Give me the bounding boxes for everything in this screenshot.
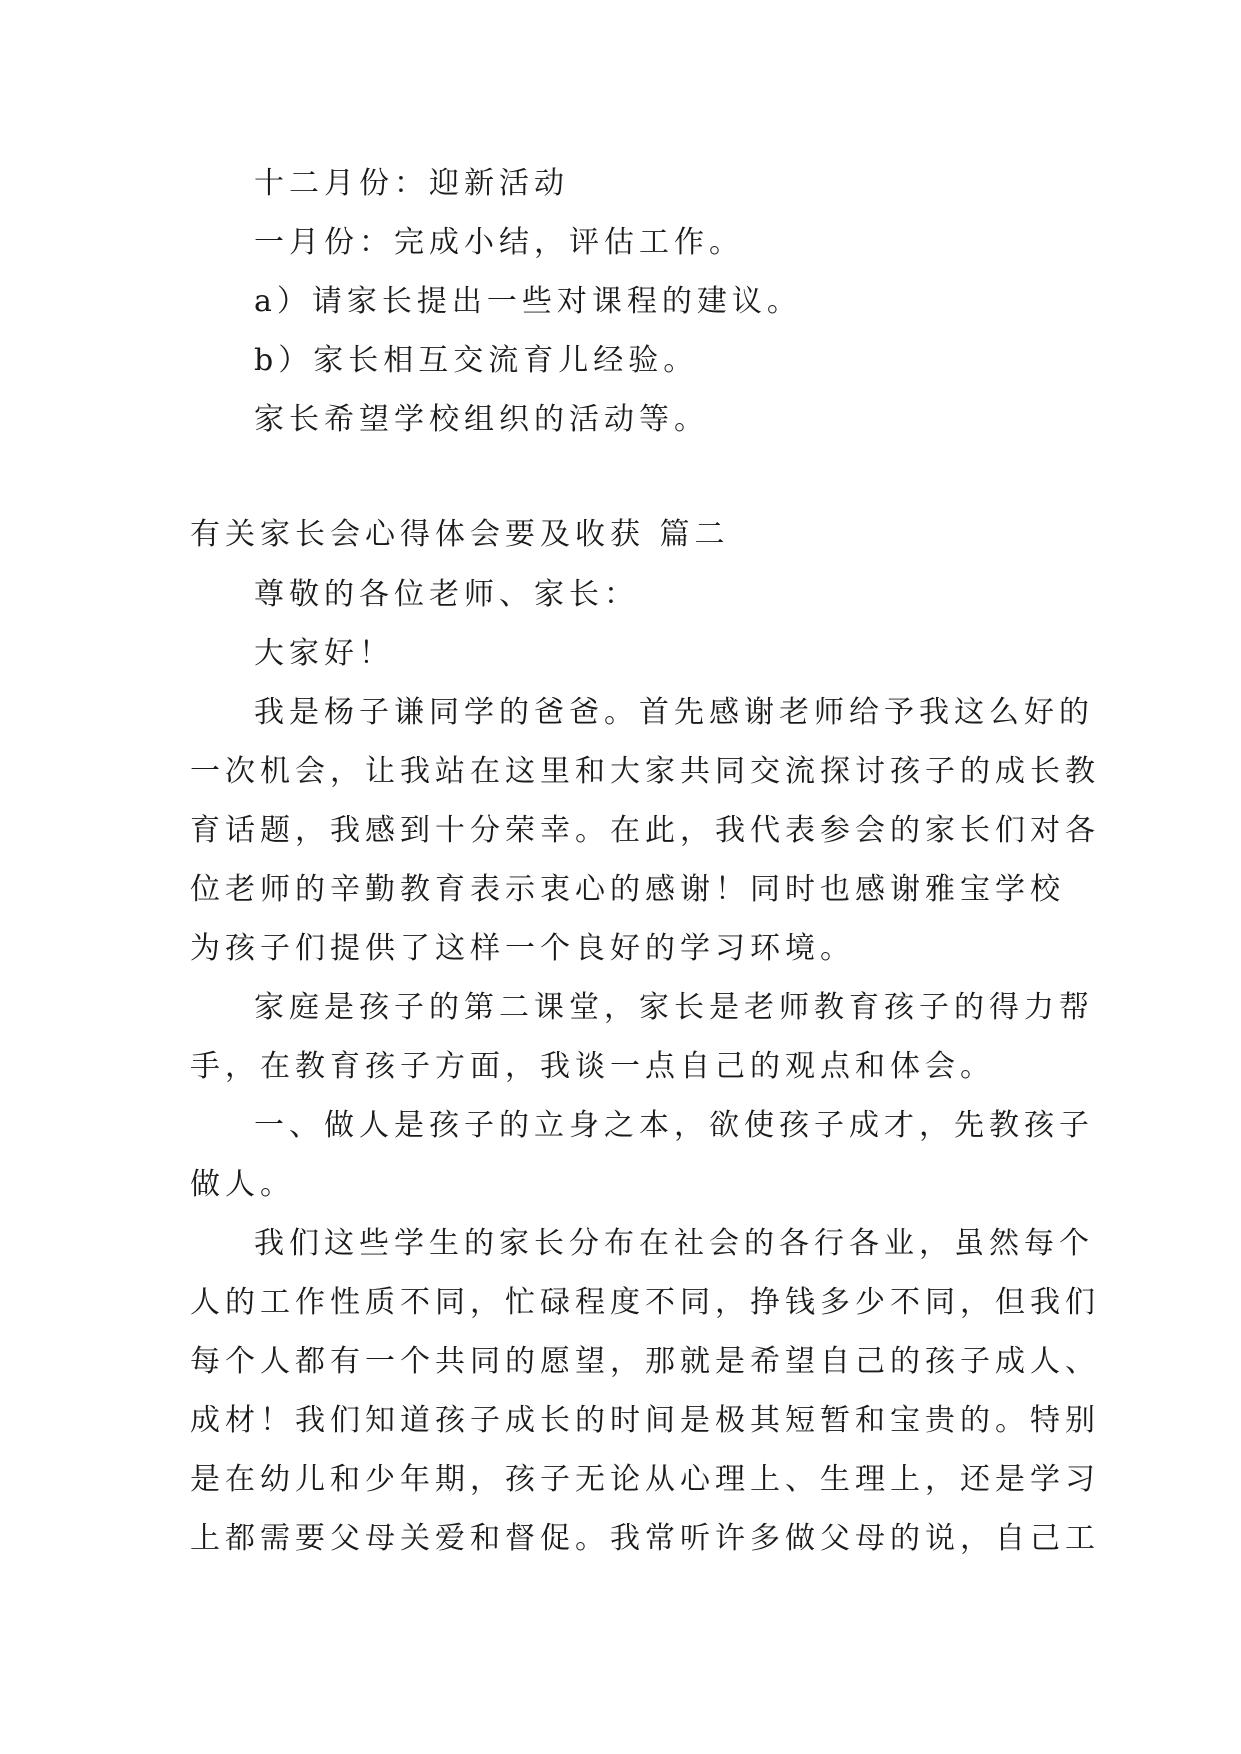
list-item: 家长希望学校组织的活动等。: [254, 402, 709, 437]
paragraph-line: 育话题，我感到十分荣幸。在此，我代表参会的家长们对各: [190, 813, 1100, 848]
list-item: 一月份：完成小结，评估工作。: [254, 225, 744, 260]
greeting: 尊敬的各位老师、家长：: [254, 577, 639, 612]
point-heading: 做人。: [190, 1167, 295, 1202]
paragraph-line: 为孩子们提供了这样一个良好的学习环境。: [190, 931, 855, 966]
paragraph-line: 我们这些学生的家长分布在社会的各行各业，虽然每个: [254, 1226, 1094, 1261]
paragraph-line: 每个人都有一个共同的愿望，那就是希望自己的孩子成人、: [190, 1344, 1100, 1379]
list-item: b）家长相互交流育儿经验。: [254, 343, 699, 378]
point-heading: 一、做人是孩子的立身之本，欲使孩子成才，先教孩子: [254, 1108, 1094, 1143]
paragraph-line: 一次机会，让我站在这里和大家共同交流探讨孩子的成长教: [190, 754, 1100, 789]
hello: 大家好！: [254, 636, 394, 671]
paragraph-line: 位老师的辛勤教育表示衷心的感谢！同时也感谢雅宝学校: [190, 872, 1065, 907]
paragraph-line: 成材！我们知道孩子成长的时间是极其短暂和宝贵的。特别: [190, 1403, 1100, 1438]
paragraph-line: 人的工作性质不同，忙碌程度不同，挣钱多少不同，但我们: [190, 1285, 1100, 1320]
paragraph-line: 家庭是孩子的第二课堂，家长是老师教育孩子的得力帮: [254, 990, 1094, 1025]
list-item: 十二月份：迎新活动: [254, 166, 569, 201]
paragraph-line: 我是杨子谦同学的爸爸。首先感谢老师给予我这么好的: [254, 695, 1094, 730]
section-title: 有关家长会心得体会要及收获 篇二: [190, 517, 730, 552]
paragraph-line: 上都需要父母关爱和督促。我常听许多做父母的说，自己工: [190, 1521, 1100, 1556]
paragraph-line: 手，在教育孩子方面，我谈一点自己的观点和体会。: [190, 1049, 995, 1084]
list-item: a）请家长提出一些对课程的建议。: [254, 284, 802, 319]
paragraph-line: 是在幼儿和少年期，孩子无论从心理上、生理上，还是学习: [190, 1462, 1100, 1497]
